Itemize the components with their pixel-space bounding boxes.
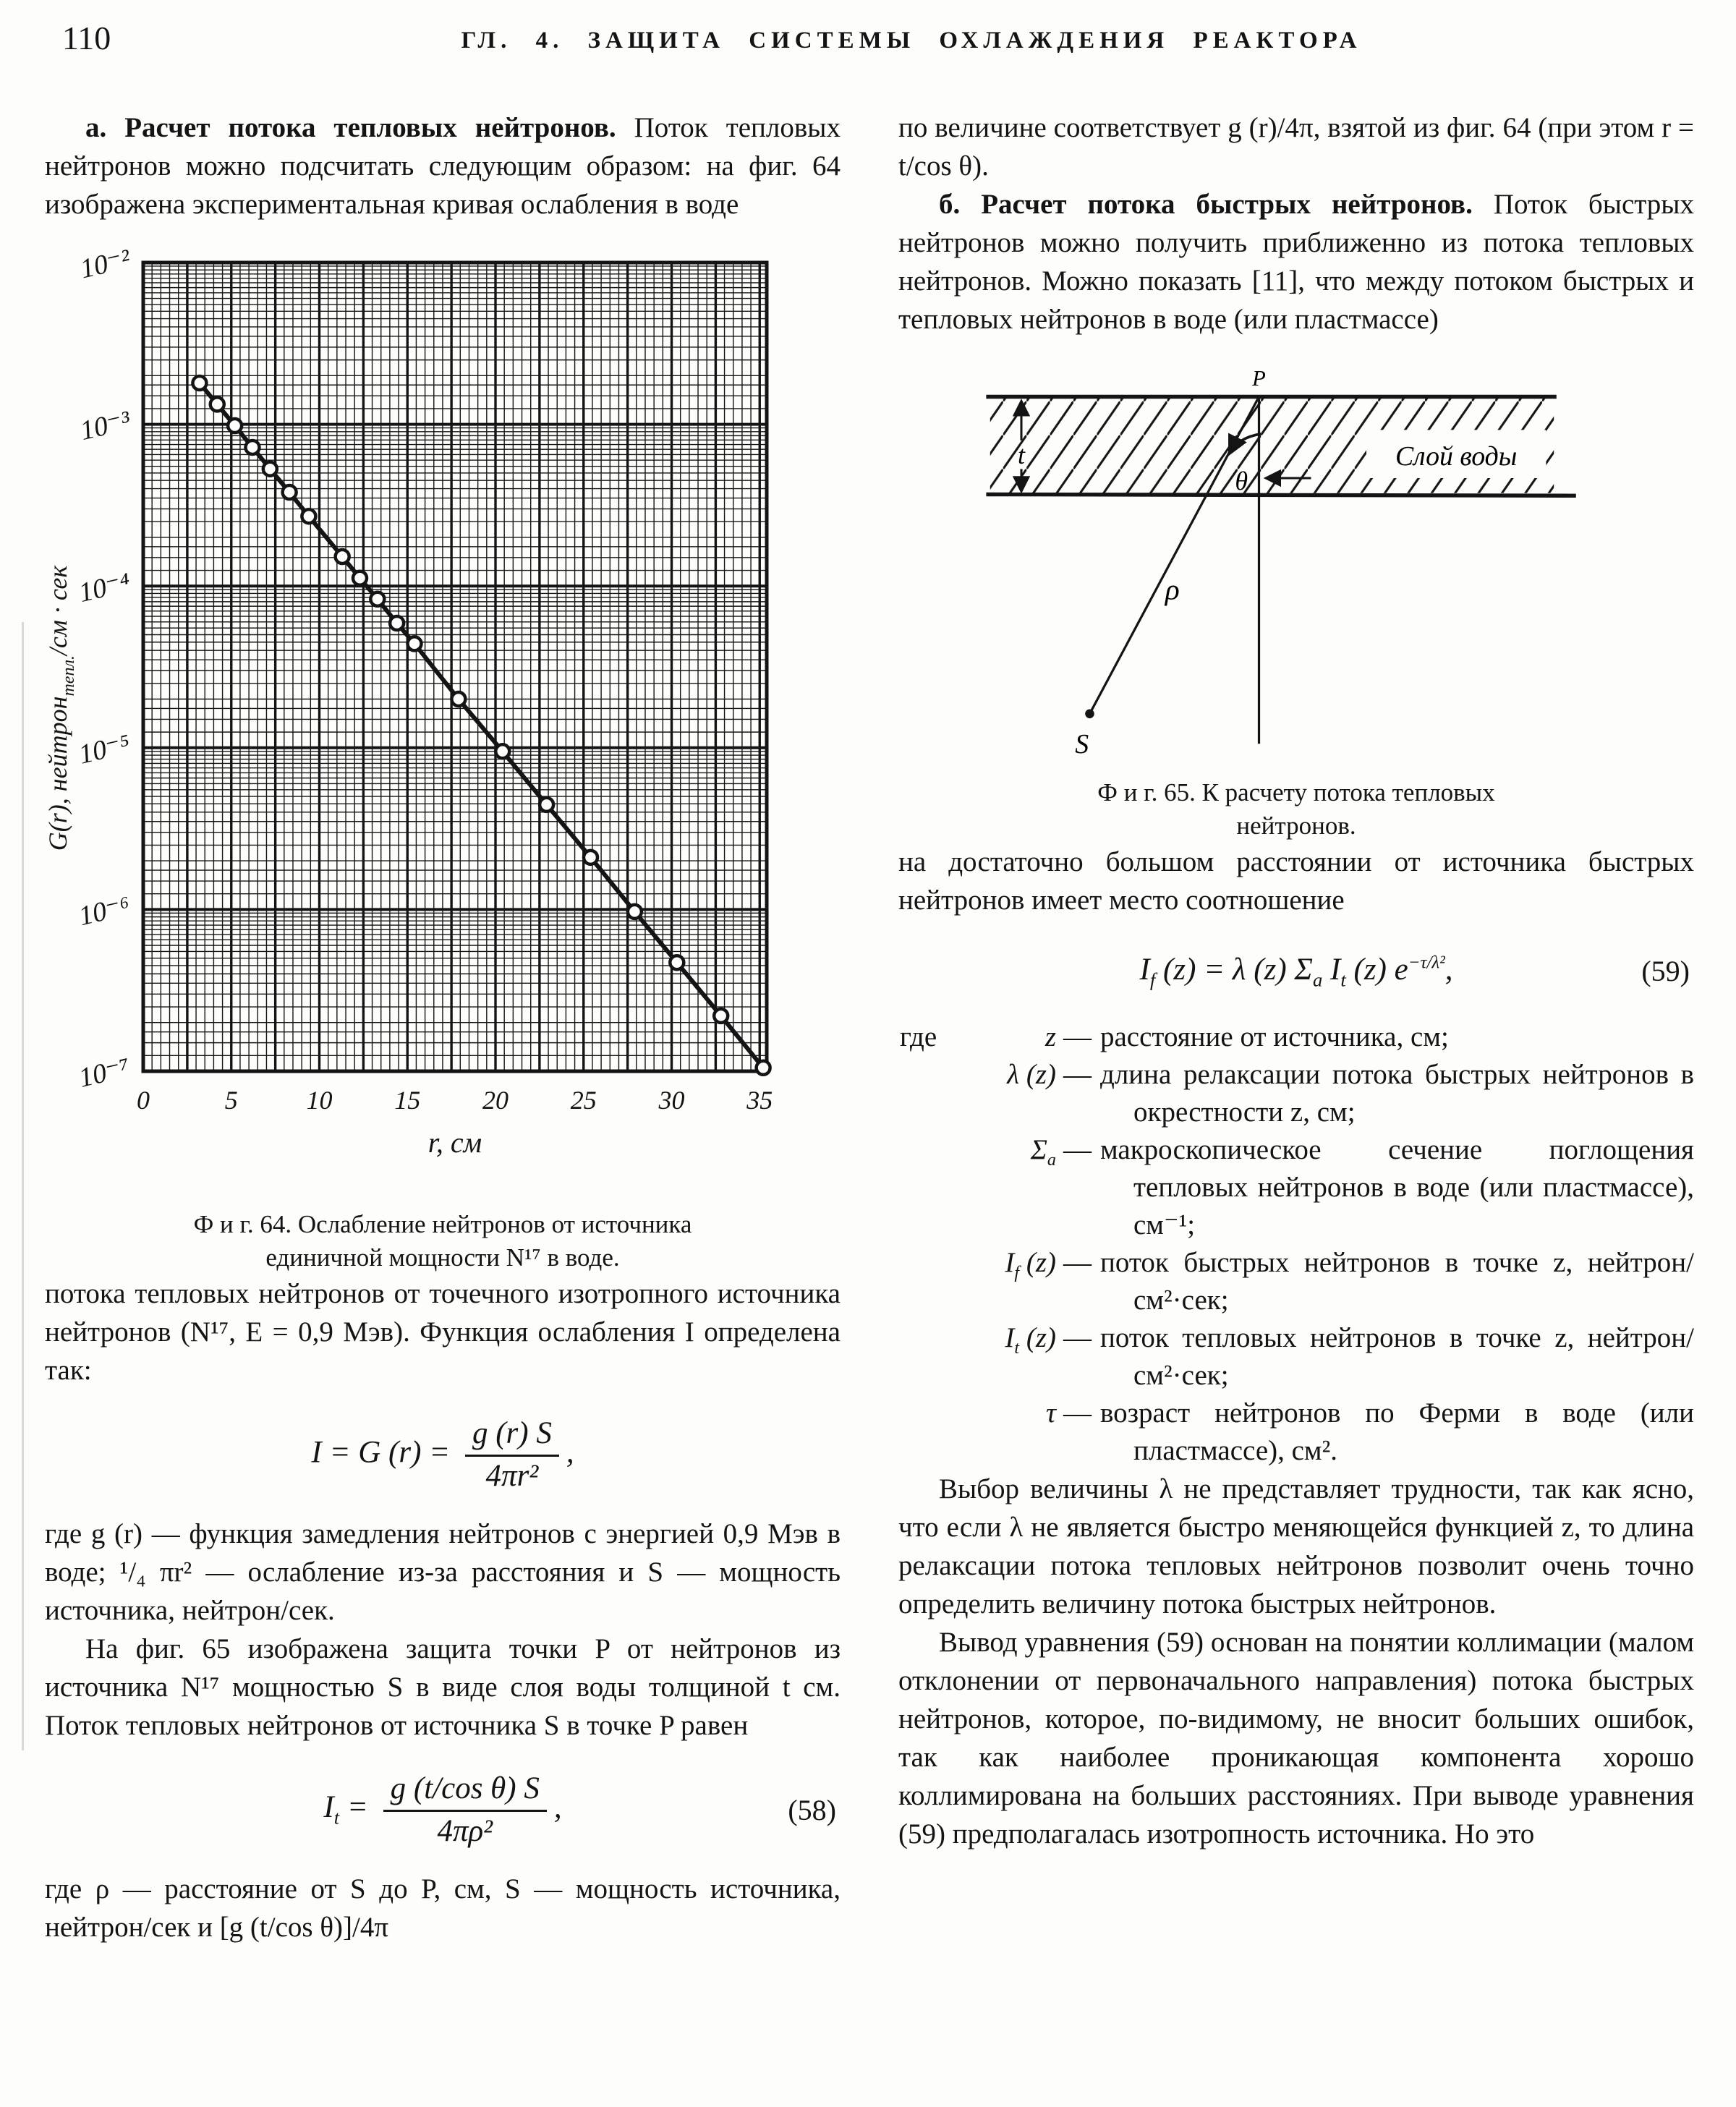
symbol-definitions-list (898, 1018, 1694, 1470)
definition-row-2 (898, 1131, 1694, 1244)
theta-label: θ (1235, 467, 1248, 496)
s-label: S (1075, 728, 1089, 758)
water-layer-label: Слой воды (1395, 441, 1518, 472)
fig64-data-point (336, 550, 349, 563)
definition-text: расстояние от источника, см; (1100, 1021, 1449, 1052)
rho-label: ρ (1165, 572, 1180, 606)
paragraph-b (898, 185, 1694, 339)
figure-65 (956, 367, 1694, 762)
definition-text: поток быстрых нейтронов в точке z, нейтрон/см²·сек; (1100, 1246, 1694, 1316)
fig64-data-point (283, 485, 297, 499)
definition-text: макроскопическое сечение поглощения тепловых нейтронов в воде (или пластмассе), см⁻¹; (1100, 1133, 1694, 1240)
page-number: 110 (62, 20, 111, 56)
fig64-data-point (451, 692, 465, 706)
definition-row-1 (898, 1056, 1694, 1131)
definition-dash: — (1063, 1058, 1092, 1090)
fig65-caption-line2: нейтронов. (1236, 812, 1356, 840)
chapter-running-head: ГЛ. 4. ЗАЩИТА СИСТЕМЫ ОХЛАЖДЕНИЯ РЕАКТОРА (461, 27, 1362, 54)
figure-65-caption (898, 776, 1694, 843)
eq58-lhs: $I_t$ = (323, 1790, 376, 1829)
t-label: t (1017, 440, 1026, 470)
fig64-data-point (245, 440, 259, 454)
section-b-heading: б. Расчет потока быстрых нейтронов. (939, 189, 1473, 220)
paragraph-relation: на достаточно большом расстоянии от источника быстрых нейтронов имеет место соотношение (898, 846, 1694, 916)
fig64-y-tick: 10⁻⁷ (76, 1052, 134, 1094)
paragraph-b-text: Поток быстрых нейтронов можно получить приближенно из потока тепловых нейтронов. Можно показать [11], что между потоком быстрых и тепловых нейтронов в воде (или пластмассе) (898, 189, 1694, 335)
definition-dash: — (1063, 1021, 1092, 1052)
definition-dash: — (1063, 1246, 1092, 1278)
formula-attenuation (45, 1417, 841, 1493)
fig64-data-point (407, 637, 421, 650)
fig64-y-tick: 10⁻⁵ (76, 728, 134, 770)
definition-row-4 (898, 1319, 1694, 1395)
fig64-x-tick: 25 (570, 1086, 597, 1115)
fig64-y-tick: 10⁻⁶ (76, 890, 134, 932)
fig64-x-tick: 10 (306, 1086, 333, 1115)
fig64-data-point (390, 616, 404, 630)
fig64-x-axis-label: r, см (427, 1126, 482, 1159)
paragraph-vyvod: Вывод уравнения (59) основан на понятии коллимации (малом отклонении от первоначального направления) потока быстрых нейтронов, которое, по-видимому, не вносит больших ошибок, так как наиболее проникающая компонента хорошо коллимирована на больших расстояниях. При выводе уравнения (59) предполагалась изотропность источника. Но это (898, 1626, 1694, 1850)
fig64-plot-border (143, 263, 767, 1071)
fig64-y-tick: 10⁻⁴ (76, 567, 134, 609)
fig64-y-axis-label: G(r), нейтрон$_{тепл.}$/см · сек (43, 565, 78, 851)
definition-term: $\Sigma_a$ (1030, 1133, 1056, 1170)
definition-row-3 (898, 1244, 1694, 1319)
formula1-lhs: I = G (r) = (311, 1435, 458, 1470)
definition-lead-word: где (900, 1021, 937, 1052)
fig64-data-point (302, 509, 315, 523)
eq59-expression: $I_f$ (z) = λ (z) $\Sigma_a$ $I_t$ (z) $e^{-\tau/\lambda^2}$, (1139, 953, 1453, 991)
eq58-comma: , (553, 1790, 562, 1825)
fig64-data-point (714, 1009, 728, 1023)
eq58-number: (58) (788, 1793, 836, 1826)
definition-dash: — (1063, 1397, 1092, 1429)
paragraph-vybor: Выбор величины λ не представляет трудности, так как ясно, что если λ не является быстро меняющейся функцией z, то длина релаксации потока тепловых нейтронов позволит очень точно определить величину потока быстрых нейтронов. (898, 1473, 1694, 1619)
fig64-data-point (353, 571, 367, 585)
paragraph-after-fig64: потока тепловых нейтронов от точечного изотропного источника нейтронов (N¹⁷, E = 0,9 Мэв). Функция ослабления I определена так: (45, 1278, 841, 1386)
fig64-chart (35, 245, 801, 1180)
fig64-x-tick: 20 (482, 1086, 509, 1115)
section-a-heading: а. Расчет потока тепловых нейтронов. (85, 112, 616, 143)
p-label: P (1252, 367, 1266, 391)
fig64-caption-line2: единичной мощности N¹⁷ в воде. (265, 1243, 620, 1272)
paragraph-rho-definition: где ρ — расстояние от S до P, см, S — мощность источника, нейтрон/сек и [g (t/cos θ)]/4π (45, 1873, 841, 1943)
fig64-x-tick: 35 (746, 1086, 773, 1115)
fig64-x-tick: 15 (394, 1086, 421, 1115)
fig64-caption-line1: Ф и г. 64. Ослабление нейтронов от источника (193, 1210, 692, 1238)
fig64-data-point (370, 592, 384, 606)
fig64-y-tick: 10⁻² (77, 245, 134, 285)
fig64-data-point (263, 462, 277, 476)
definition-term: $I_t$ (z) (1005, 1321, 1056, 1358)
right-column (898, 108, 1694, 1853)
definition-text: возраст нейтронов по Ферми в воде (или пластмассе), см². (1100, 1397, 1694, 1466)
fig64-data-point (495, 744, 509, 758)
fig64-y-tick: 10⁻³ (77, 405, 134, 446)
fig64-x-tick: 0 (137, 1086, 150, 1115)
figure-64 (35, 245, 841, 1183)
eq59-number: (59) (1641, 955, 1690, 988)
definition-dash: — (1063, 1321, 1092, 1353)
formula1-numerator: g (r) S (465, 1417, 559, 1457)
scan-artifact-line (22, 622, 24, 1750)
formula1-comma: , (566, 1435, 574, 1470)
fig64-data-point (757, 1061, 770, 1075)
fig64-data-point (628, 905, 642, 919)
fig64-data-point (670, 955, 684, 969)
definition-row-5 (898, 1395, 1694, 1470)
fig64-data-point (192, 376, 206, 390)
paragraph-g-definition: где g (r) — функция замедления нейтронов с энергией 0,9 Мэв в воде; ¹/₄ πr² — ослабление из-за расстояния и S — мощность источника, нейтрон/сек. (45, 1518, 841, 1626)
figure-64-caption (45, 1208, 841, 1274)
definition-text: поток тепловых нейтронов в точке z, нейтрон/см²·сек; (1100, 1321, 1694, 1391)
definition-term: $I_f$ (z) (1005, 1246, 1056, 1282)
definition-dash: — (1063, 1133, 1092, 1165)
source-dot (1085, 710, 1094, 719)
fig64-data-point (228, 419, 242, 433)
paragraph-a-text: Поток тепловых нейтронов можно подсчитать следующим образом: на фиг. 64 изображена экспериментальная кривая ослабления в воде (45, 112, 841, 220)
fig64-data-point (540, 798, 553, 812)
definition-term: где z (898, 1018, 1056, 1056)
definition-row-0 (898, 1018, 1694, 1056)
equation-58 (45, 1772, 841, 1848)
formula1-denominator: 4πr² (485, 1459, 539, 1493)
fig64-data-point (584, 851, 597, 864)
paragraph-fig65-intro: На фиг. 65 изображена защита точки P от нейтронов из источника N¹⁷ мощностью S в виде слоя воды толщиной t см. Поток тепловых нейтронов от источника S в точке P равен (45, 1633, 841, 1741)
left-column (45, 108, 841, 1946)
paragraph-a (45, 108, 841, 224)
equation-59 (898, 947, 1694, 997)
eq58-numerator: g (t/cos θ) S (383, 1772, 547, 1812)
definition-text: длина релаксации потока быстрых нейтронов в окрестности z, см; (1100, 1058, 1694, 1128)
fig64-x-tick: 30 (658, 1086, 685, 1115)
water-layer-bottom-edge (986, 495, 1575, 496)
paragraph-top-right: по величине соответствует g (r)/4π, взятой из фиг. 64 (при этом r = t/cos θ). (898, 112, 1694, 182)
fig64-x-tick: 5 (224, 1086, 238, 1115)
definition-term: λ (z) (1007, 1058, 1056, 1090)
fig64-data-point (210, 397, 224, 411)
fig65-diagram (956, 367, 1607, 758)
eq58-denominator: 4πρ² (437, 1814, 493, 1848)
fig65-caption-line1: Ф и г. 65. К расчету потока тепловых (1097, 778, 1495, 806)
definition-term: τ (1046, 1397, 1056, 1429)
